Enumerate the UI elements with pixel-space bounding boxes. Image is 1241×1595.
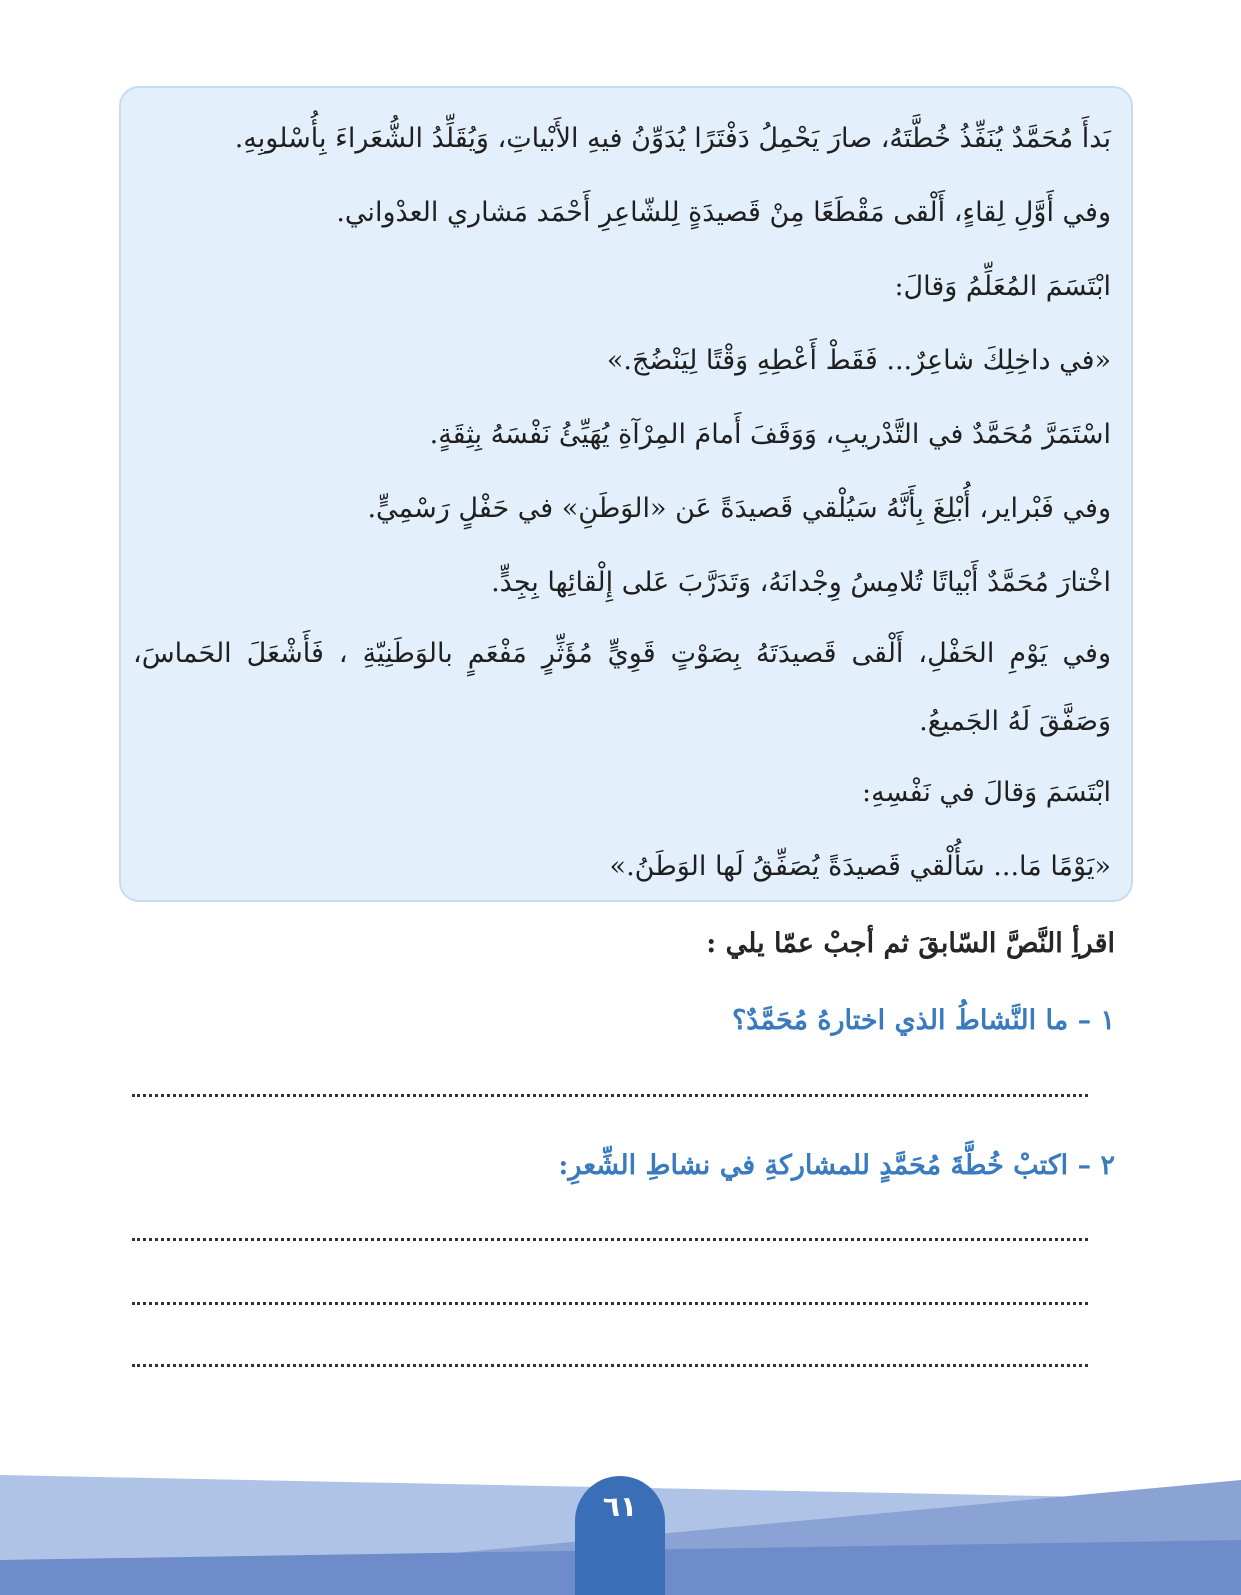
story-paragraph-9: ابْتَسَمَ وَقالَ في نَفْسِهِ: (862, 777, 1111, 808)
story-paragraph-2: وفي أَوَّلِ لِقاءٍ، أَلْقى مَقْطَعًا مِنْ قَصيدَةٍ لِلشّاعِرِ أَحْمَد مَشاري العدْواني. (336, 197, 1111, 228)
story-paragraph-10: «يَوْمًا مَا... سَأُلْقي قَصيدَةً يُصَفِّقُ لَها الوَطَنُ.» (609, 851, 1111, 882)
story-paragraph-1: بَدأَ مُحَمَّدٌ يُنَفِّذُ خُطَّتَهُ، صارَ يَحْمِلُ دَفْتَرًا يُدَوِّنُ فيهِ الأَبْياتِ، وَيُقَلِّدُ الشُّعَراءَ بِأُسْلوبِهِ. (234, 123, 1111, 154)
story-paragraph-3: ابْتَسَمَ المُعَلِّمُ وَقالَ: (894, 271, 1111, 302)
page-number-tab (575, 1476, 665, 1595)
story-box (119, 86, 1133, 902)
instruction-text: اقرأِ النَّصَّ السّابقَ ثم أجبْ عمّا يلي : (706, 928, 1115, 959)
story-paragraph-6: وفي فَبْراير، أُبْلِغَ بِأَنَّهُ سَيُلْقي قَصيدَةً عَن «الوَطَنِ» في حَفْلٍ رَسْمِيٍّ. (367, 493, 1111, 524)
question-1: ١ – ما النَّشاطُ الذي اختارهُ مُحَمَّدٌ؟ (731, 1005, 1115, 1036)
question-2: ٢ – اكتبْ خُطَّةَ مُحَمَّدٍ للمشاركةِ في نشاطِ الشِّعرِ: (558, 1150, 1115, 1181)
story-paragraph-5: اسْتَمَرَّ مُحَمَّدٌ في التَّدْريبِ، وَوَقَفَ أَمامَ المِرْآةِ يُهَيِّئُ نَفْسَهُ بِثِقَةٍ. (429, 419, 1111, 450)
story-paragraph-7: اخْتارَ مُحَمَّدٌ أَبْياتًا تُلامِسُ وِجْدانَهُ، وَتَدَرَّبَ عَلى إِلْقائِها بِجِدٍّ. (491, 567, 1111, 598)
story-paragraph-4: «في داخِلِكَ شاعِرٌ... فَقَطْ أَعْطِهِ وَقْتًا لِيَنْضُجَ.» (606, 345, 1111, 376)
answer-line-2[interactable] (132, 1238, 1088, 1241)
answer-line-1[interactable] (132, 1094, 1088, 1097)
page-number: ٦١ (602, 1490, 638, 1523)
story-paragraph-8: وفي يَوْمِ الحَفْلِ، أَلْقى قَصيدَتَهُ بِصَوْتٍ قَوِيٍّ مُؤَثِّرٍ مَفْعَمٍ بالوَطَنِيّةِ ، فَأَشْعَلَ الحَماسَ، وَصَفَّقَ لَهُ الجَميعُ. (133, 638, 1111, 737)
answer-line-3[interactable] (132, 1302, 1088, 1305)
answer-line-4[interactable] (132, 1364, 1088, 1367)
